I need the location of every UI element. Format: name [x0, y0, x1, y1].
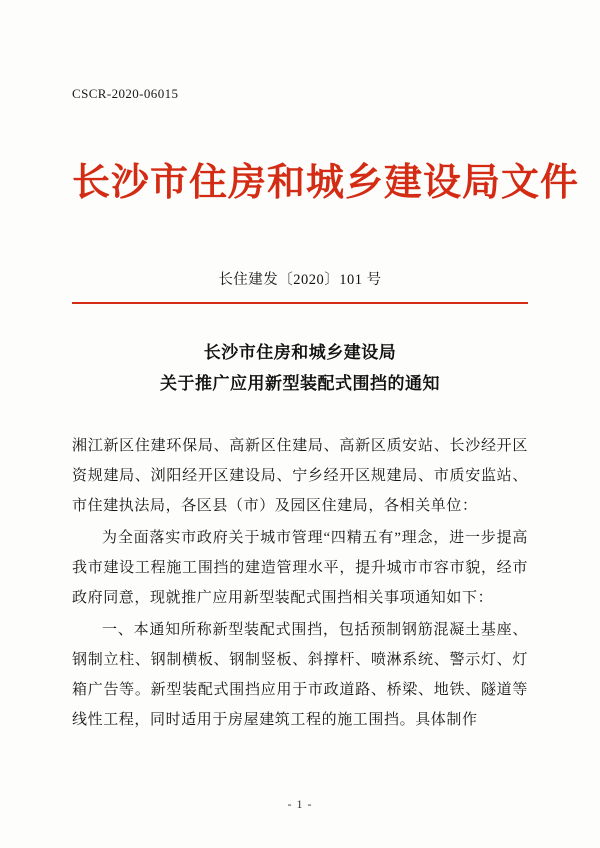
- issue-number: 长住建发〔2020〕101 号: [218, 271, 382, 288]
- masthead-title: 长沙市住房和城乡建设局文件: [72, 159, 580, 204]
- document-title-line-1: 长沙市住房和城乡建设局: [203, 342, 397, 363]
- document-number: CSCR-2020-06015: [72, 86, 179, 101]
- body-paragraph-item-1: 一、本通知所称新型装配式围挡，包括预制钢筋混凝土基座、钢制立柱、钢制横板、钢制竖板、斜撑杆、喷淋系统、警示灯、灯箱广告等。新型装配式围挡应用于市政道路、桥梁、地铁、隧道等线性工程，同时适用于房屋建筑工程的施工围挡。具体制作: [72, 621, 528, 728]
- document-body: [72, 431, 528, 735]
- body-paragraph-recipients: 湘江新区住建环保局、高新区住建局、高新区质安站、长沙经开区资规建局、浏阳经开区建设局、宁乡经开区规建局、市质安监站、市住建执法局，各区县（市）及园区住建局，各相关单位：: [72, 437, 528, 514]
- body-paragraph-preamble: 为全面落实市政府关于城市管理“四精五有”理念，进一步提高我市建设工程施工围挡的建造管理水平，提升城市市容市貌，经市政府同意，现就推广应用新型装配式围挡相关事项通知如下：: [72, 529, 528, 606]
- red-divider-rule: [72, 302, 528, 304]
- document-title: [72, 338, 528, 401]
- document-title-line-2: 关于推广应用新型装配式围挡的通知: [160, 374, 440, 395]
- page-number-marker: - 1 -: [287, 797, 313, 811]
